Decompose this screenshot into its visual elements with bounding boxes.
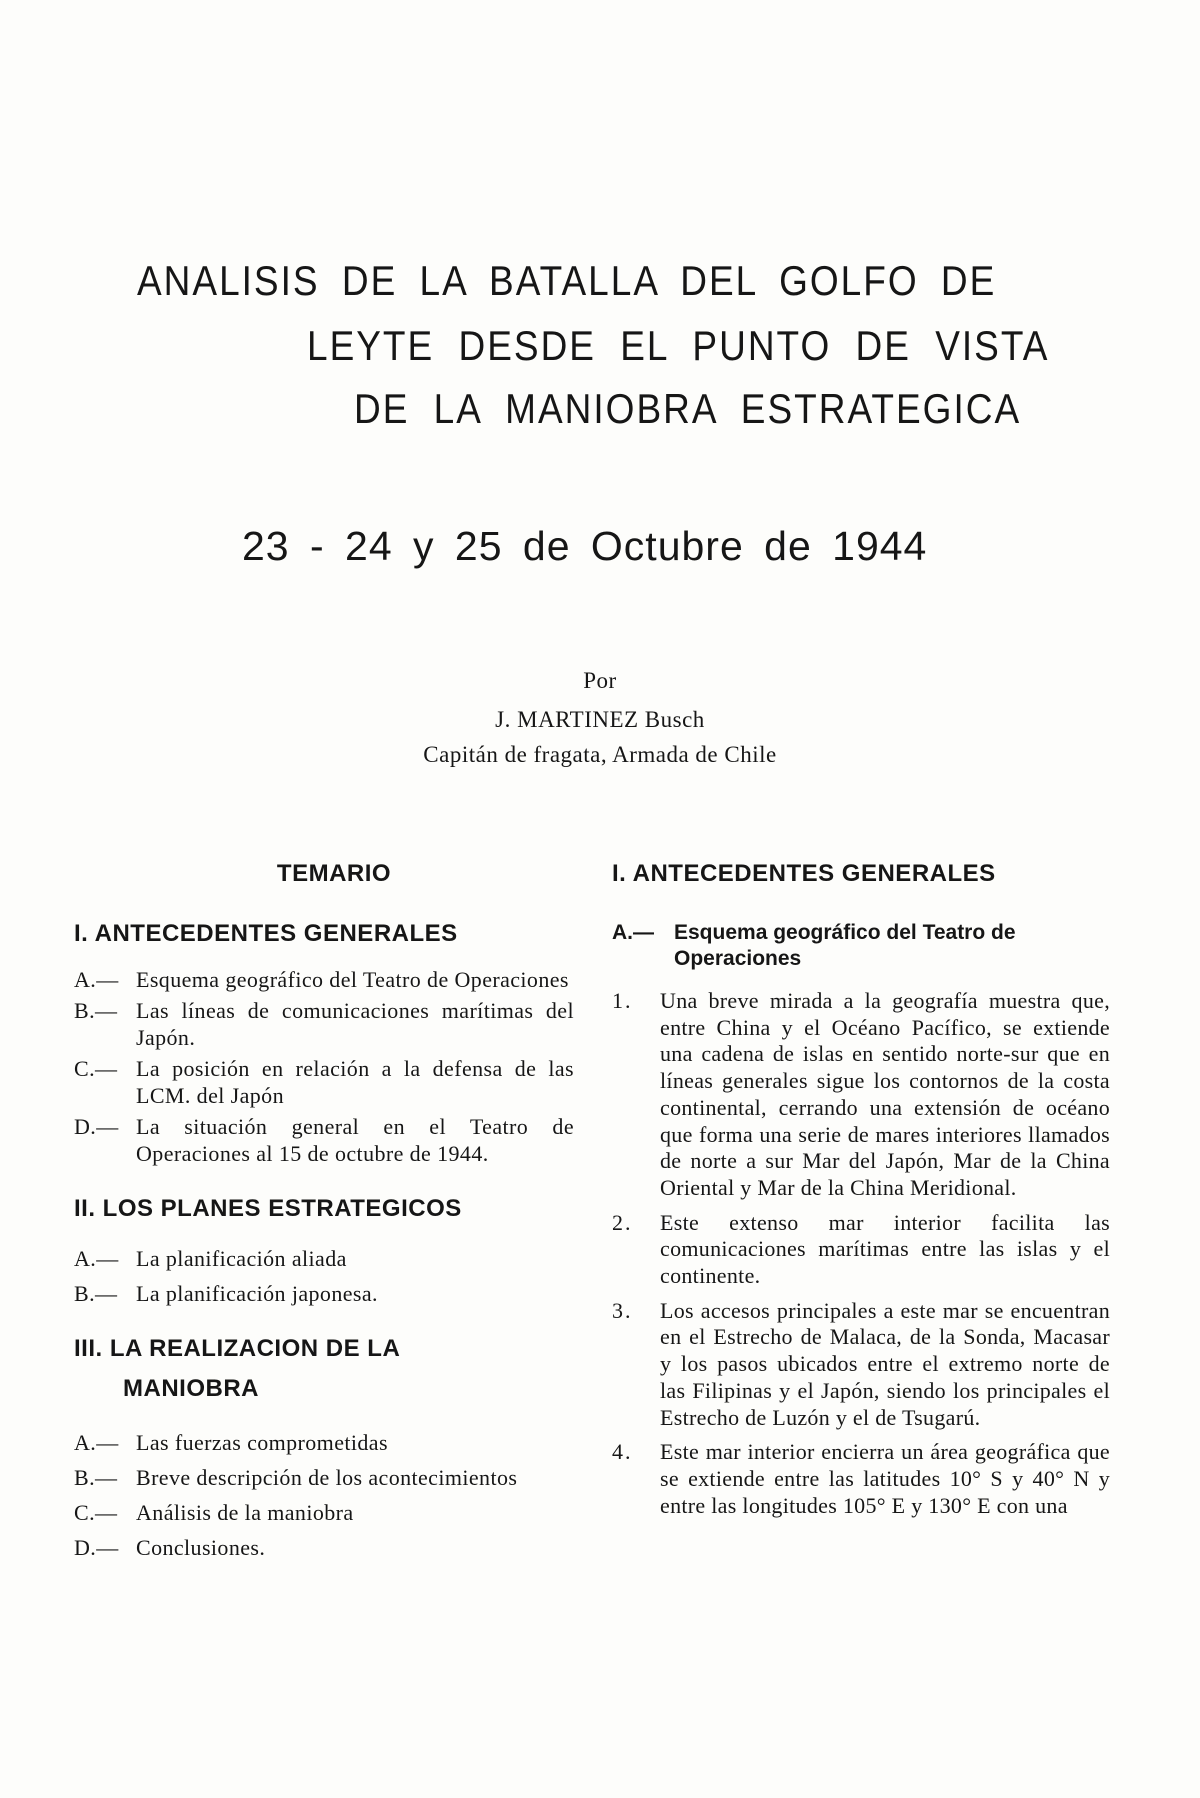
paragraph [612,988,1110,1202]
toc-item-label: D.— [74,1535,119,1560]
toc-section-2-items [74,1245,574,1307]
title-line-2: LEYTE DESDE EL PUNTO DE VISTA [307,323,1050,369]
paragraph-text: Una breve mirada a la geografía muestra que, entre China y el Océano Pacífico, se extiende una cadena de islas en sentido norte-sur que en líneas generales sigue los contornos de la costa continental, cerrando una extensión de océano que forma una serie de mares interiores llamados de norte a sur Mar del Japón, Mar de la China Oriental y Mar de la China Meridional. [660,988,1110,1200]
paragraph-text: Este extenso mar interior facilita las comunicaciones marítimas entre las islas y el continente. [660,1209,1110,1289]
body-subsection-heading [612,920,1110,972]
body-column [612,860,1110,1527]
toc-item [74,966,574,993]
paragraph [612,1298,1110,1432]
temario-heading: TEMARIO [276,860,392,887]
toc-item-label: B.— [74,998,118,1023]
byline-por: Por [583,668,617,693]
toc-section-3-items [74,1429,574,1561]
toc-item-label: A.— [74,967,119,992]
toc-item-label: C.— [74,1056,118,1081]
toc-section-1-items [74,966,574,1167]
toc-item [74,1464,574,1491]
paragraph [612,1210,1110,1290]
toc-item [74,1429,574,1456]
subsection-label: A.— [612,921,654,944]
toc-section-2-title: II. LOS PLANES ESTRATEGICOS [74,1195,462,1222]
toc-item [74,1245,574,1272]
toc-section-1-title: I. ANTECEDENTES GENERALES [74,920,458,947]
paragraph-number: 1. [612,988,633,1013]
toc-item-text: Análisis de la maniobra [136,1500,354,1525]
toc-item [74,997,574,1051]
title-line-1: ANALISIS DE LA BATALLA DEL GOLFO DE [137,258,997,304]
toc-item-text: La planificación aliada [136,1246,347,1271]
toc-item-text: Las fuerzas comprometidas [136,1430,388,1455]
paragraph-text: Este mar interior encierra un área geográfica que se extiende entre las latitudes 10° S y 40° N y entre las longitudes 105° E y 130° E con una [660,1439,1110,1518]
body-paragraphs [612,988,1110,1519]
toc-item [74,1499,574,1526]
toc-item-label: D.— [74,1114,119,1139]
title-line-3: DE LA MANIOBRA ESTRATEGICA [354,386,1022,432]
toc-item-label: A.— [74,1246,119,1271]
toc-item [74,1534,574,1561]
paragraph [612,1439,1110,1519]
paragraph-number: 3. [612,1297,633,1323]
author-name: J. MARTINEZ Busch [495,707,705,732]
toc-item-label: C.— [74,1500,118,1525]
toc-item-text: La posición en relación a la defensa de las LCM. del Japón [136,1056,574,1108]
paragraph-number: 4. [612,1439,633,1465]
toc-item-text: Esquema geográfico del Teatro de Operaciones [136,967,569,992]
toc-item [74,1113,574,1167]
toc-item-label: B.— [74,1281,118,1306]
toc-item [74,1055,574,1109]
toc-item-text: Breve descripción de los acontecimientos [136,1465,518,1490]
toc-item-text: La planificación japonesa. [136,1281,378,1306]
toc-item-label: A.— [74,1430,119,1455]
toc-section-3-title: III. LA REALIZACION DE LA [74,1335,401,1362]
toc-item-text: Conclusiones. [136,1535,266,1560]
body-section-heading: I. ANTECEDENTES GENERALES [612,860,996,887]
event-date: 23 - 24 y 25 de Octubre de 1944 [242,523,928,569]
toc-item-text: La situación general en el Teatro de Operaciones al 15 de octubre de 1944. [136,1114,574,1166]
toc-section-3-title-cont: MANIOBRA [123,1375,259,1402]
toc-item-label: B.— [74,1465,118,1490]
author-rank: Capitán de fragata, Armada de Chile [423,742,777,767]
temario-column [74,860,574,1561]
subsection-title: Esquema geográfico del Teatro de Operaciones [674,921,1016,970]
toc-item [74,1280,574,1307]
paragraph-text: Los accesos principales a este mar se encuentran en el Estrecho de Malaca, de la Sonda, Macasar y los pasos ubicados entre el extremo norte de las Filipinas y el Japón, siendo los principales el Estrecho de Luzón y el de Tsugarú. [660,1297,1110,1430]
paragraph-number: 2. [612,1209,633,1235]
toc-item-text: Las líneas de comunicaciones marítimas del Japón. [136,998,574,1050]
